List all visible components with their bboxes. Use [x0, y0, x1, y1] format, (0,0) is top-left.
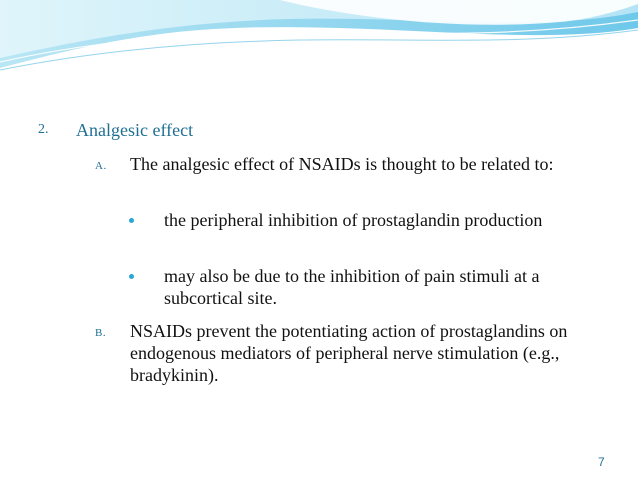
page-number: 7 [598, 455, 605, 469]
bullet-dot-icon [129, 274, 134, 279]
point-b-text: NSAIDs prevent the potentiating action of prostaglandins on endogenous mediators of peripheral nerve stimulation (e.g., bradykinin). [130, 321, 568, 385]
point-a-marker: A. [95, 160, 107, 172]
point-a-text: The analgesic effect of NSAIDs is thought to be related to: [130, 154, 554, 174]
heading-text: Analgesic effect [76, 120, 194, 140]
heading-number: 2. [38, 122, 49, 137]
bullet-text: may also be due to the inhibition of pain stimuli at a subcortical site. [164, 266, 540, 308]
bullet-dot-icon [129, 218, 134, 223]
point-b-marker: B. [95, 327, 107, 339]
bullet-text: the peripheral inhibition of prostaglandin production [164, 210, 543, 230]
